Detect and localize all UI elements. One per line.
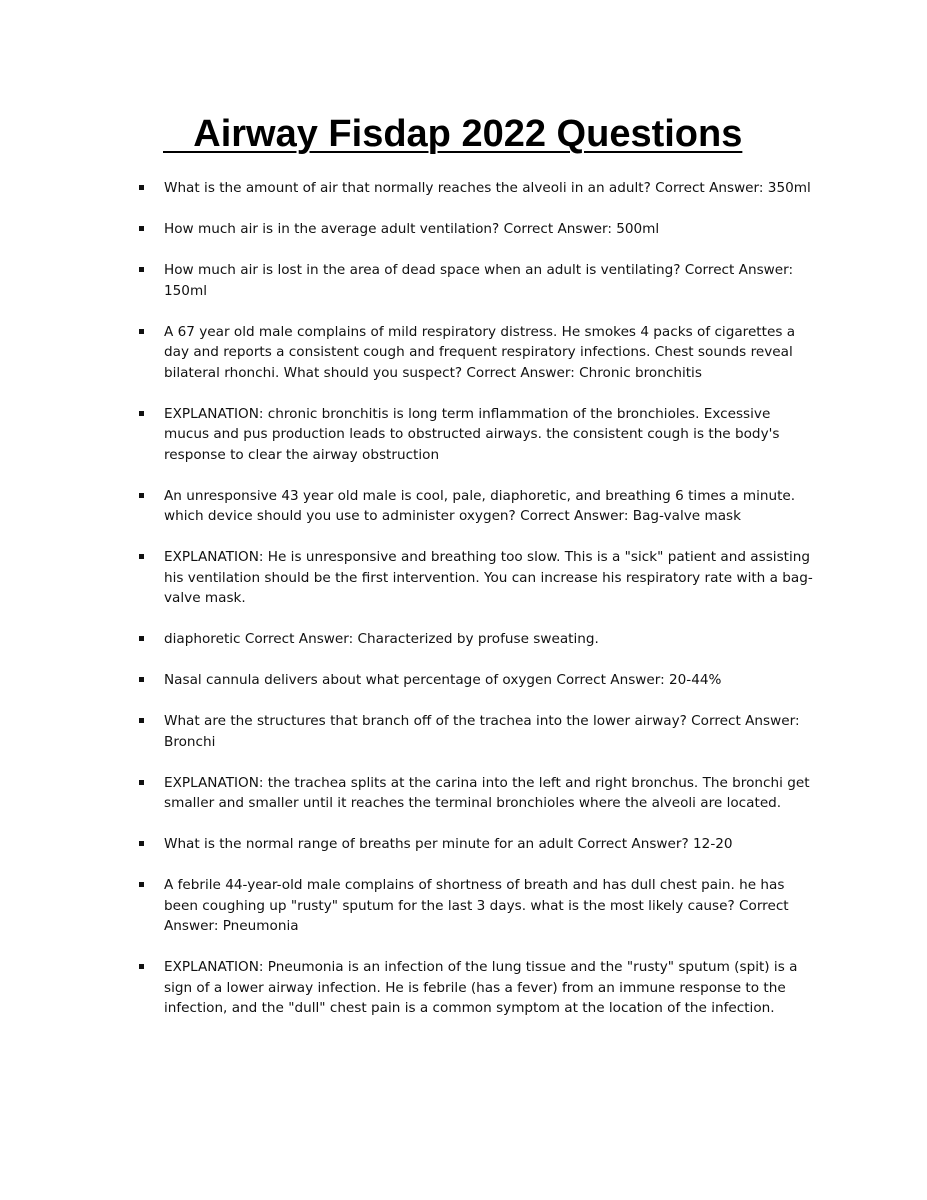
bullet-icon	[139, 718, 144, 723]
item-text: EXPLANATION: Pneumonia is an infection of the lung tissue and the "rusty" sputum (spit) is a sign of a lower airway infection. He is febrile (has a fever) from an immune response to the infection, and the "dull" chest pain is a common symptom at the location of the infection.	[164, 959, 798, 1016]
list-item	[0, 834, 927, 855]
bullet-icon	[139, 554, 144, 559]
bullet-icon	[139, 493, 144, 498]
list-item	[0, 219, 927, 240]
list-item	[0, 773, 927, 814]
item-text: What is the normal range of breaths per minute for an adult Correct Answer? 12-20	[164, 836, 733, 852]
question-list	[0, 178, 927, 1039]
item-text: diaphoretic Correct Answer: Characterized by profuse sweating.	[164, 631, 599, 647]
bullet-icon	[139, 267, 144, 272]
item-text: Nasal cannula delivers about what percentage of oxygen Correct Answer: 20-44%	[164, 672, 722, 688]
list-item	[0, 322, 927, 384]
list-item	[0, 260, 927, 301]
page-title: Airway Fisdap 2022 Questions	[163, 113, 743, 155]
item-text: EXPLANATION: the trachea splits at the carina into the left and right bronchus. The bronchi get smaller and smaller until it reaches the terminal bronchioles where the alveoli are located.	[164, 774, 810, 811]
item-text: How much air is in the average adult ventilation? Correct Answer: 500ml	[164, 221, 660, 237]
item-text: A 67 year old male complains of mild respiratory distress. He smokes 4 packs of cigarettes a day and reports a consistent cough and frequent respiratory infections. Chest sounds reveal bilateral rhonchi. What should you suspect? Correct Answer: Chronic bronchitis	[164, 323, 796, 381]
list-item	[0, 547, 927, 609]
bullet-icon	[139, 841, 144, 846]
item-text: What are the structures that branch off of the trachea into the lower airway? Correct Answer: Bronchi	[164, 713, 800, 750]
bullet-icon	[139, 636, 144, 641]
item-text: What is the amount of air that normally reaches the alveoli in an adult? Correct Answer: 350ml	[164, 180, 811, 196]
list-item	[0, 486, 927, 527]
bullet-icon	[139, 185, 144, 190]
list-item	[0, 629, 927, 650]
bullet-icon	[139, 226, 144, 231]
item-text: EXPLANATION: He is unresponsive and breathing too slow. This is a "sick" patient and assisting his ventilation should be the first intervention. You can increase his respiratory rate with a bag-valve mask.	[164, 549, 813, 606]
item-text: How much air is lost in the area of dead space when an adult is ventilating? Correct Answer: 150ml	[164, 262, 794, 299]
item-text: A febrile 44-year-old male complains of shortness of breath and has dull chest pain. he has been coughing up "rusty" sputum for the last 3 days. what is the most likely cause? Correct Answer: Pneumonia	[164, 877, 789, 934]
bullet-icon	[139, 964, 144, 969]
bullet-icon	[139, 677, 144, 682]
list-item	[0, 178, 927, 199]
bullet-icon	[139, 780, 144, 785]
bullet-icon	[139, 411, 144, 416]
list-item	[0, 670, 927, 691]
list-item	[0, 875, 927, 937]
list-item	[0, 957, 927, 1019]
list-item	[0, 711, 927, 752]
list-item	[0, 404, 927, 466]
bullet-icon	[139, 882, 144, 887]
item-text: An unresponsive 43 year old male is cool, pale, diaphoretic, and breathing 6 times a minute. which device should you use to administer oxygen? Correct Answer: Bag-valve mask	[164, 487, 796, 524]
bullet-icon	[139, 329, 144, 334]
item-text: EXPLANATION: chronic bronchitis is long term inflammation of the bronchioles. Excessive mucus and pus production leads to obstructed airways. the consistent cough is the body's response to clear the airway obstruction	[164, 405, 780, 463]
